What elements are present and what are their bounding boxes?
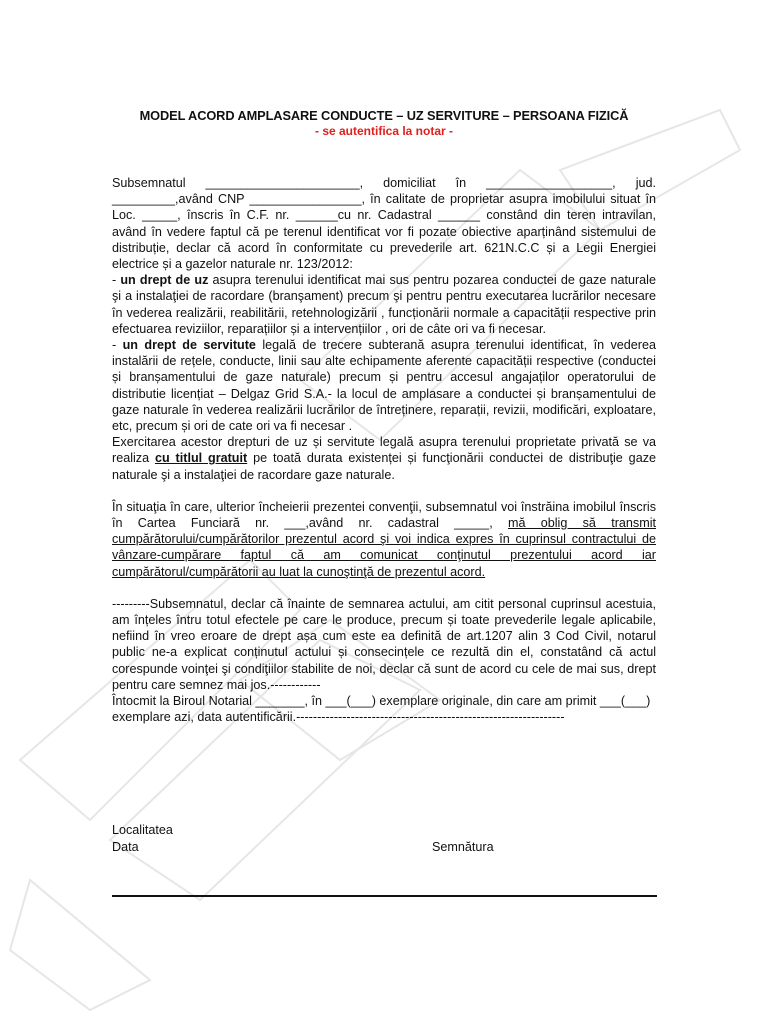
- paragraph-declaratie: ---------Subsemnatul, declar că înainte de semnarea actului, am citit personal cuprinsul acestuia, am înțeles întru totul efectele pe care le produce, precum și toate prevederile legale aplicabile, nefiind în vreo eroare de drept așa cum este ea definită de art.1207 alin 3 Cod Civil, notarul public ne-a explicat conținutul actului și consecințele ce rezultă din el, constatând că actul corespunde voinţei şi condiţiilor stabilite de noi, declar că sunt de acord cu cele de mai sus, drept pentru care semnez mai jos.------------: [112, 596, 656, 692]
- uz-bold: un drept de uz: [120, 273, 209, 288]
- serv-text: legală de trecere subterană asupra terenului identificat, în vederea instalării de rețele, conducte, linii sau alte echipamente aferente capacității respective (conductei și branșamentului de gaze naturale) precum și pentru accesul angajaților operatorului de distributie licențiat – Delgaz Grid S.A.- la locul de amplasare a conductei și branșamentului de gaze naturale în vederea realizării lucrărilor de întreținere, reparații, revizii, modificări, exploatare, etc, precum și ori de cate ori va fi necesar .: [112, 338, 656, 434]
- paragraph-exercitare: [112, 434, 656, 483]
- uz-text: asupra terenului identificat mai sus pentru pozarea conductei de gaze naturale şi a instalaţiei de racordare (branşament) precum şi pentru pentru executarea lucrărilor necesare în vederea realizării, reabilitării, retehnologizării , funcționării normale a capacității respective prin efectuarea reviziilor, reparațiilor și a intervențiilor , ori de câte ori va fi necesar.: [112, 273, 656, 336]
- semnatura-label: Semnătura: [432, 839, 494, 854]
- paragraph-situatie: [112, 499, 656, 580]
- ex-bold: cu titlul gratuit: [154, 451, 248, 466]
- paragraph-identity: Subsemnatul ______________________, domiciliat în __________________, jud. _________,având CNP ________________, în calitate de proprietar asupra imobilului situat în Loc. _____, înscris în C.F. nr. ______cu nr. Cadastral ______ constând din teren intravilan, având în vedere faptul că pe terenul identificat vor fi pozate obiective aparținând sistemului de distribuție, declar că acord în conformitate cu prevederile art. 621N.C.C și a Legii Energiei electrice și a gazelor naturale nr. 123/2012:: [112, 176, 656, 272]
- ex-text1: Exercitarea acestor drepturi de uz și servitute legală asupra terenului proprietate privată se va realiza: [112, 435, 656, 466]
- paragraph-notarial: Întocmit la Biroul Notarial _______, în ___(___) exemplare originale, din care am primit ___(___) exemplare azi, data autentificării.----------------------------------------------------------------: [112, 694, 651, 725]
- paragraph-drept-servitute: [112, 337, 656, 434]
- serv-bold: un drept de servitute: [122, 338, 256, 353]
- signature-line: [112, 895, 657, 897]
- serv-prefix: -: [112, 338, 123, 353]
- uz-prefix: -: [112, 273, 121, 288]
- document-subtitle: - se autentifica la notar -: [314, 124, 454, 138]
- sit-underlined: mă oblig să transmit cumpărătorului/cumpărătorilor prezentul acord şi voi indica expres în cuprinsul contractului de vânzare-cumpărare faptul că am comunicat conţinutul prezentului acord iar cumpărătorul/cumpărătorii au luat la cunoştinţă de prezentul acord.: [112, 516, 656, 579]
- sit-text1: În situaţia în care, ulterior încheierii prezentei convenţii, subsemnatul voi înstrăina imobilul înscris în Cartea Funciară nr. ___,având nr. cadastral _____,: [112, 499, 656, 531]
- document-title: MODEL ACORD AMPLASARE CONDUCTE – UZ SERVITURE – PERSOANA FIZICĂ: [139, 108, 629, 123]
- document-body: [112, 108, 656, 726]
- signature-block: [112, 822, 656, 855]
- paragraph-drept-uz: [112, 272, 656, 337]
- ex-text2: pe toată durata existenței și funcţionării conductei de distribuţie gaze naturale şi a instalaţiei de racordare gaze naturale.: [112, 451, 656, 482]
- data-label: Data: [112, 839, 139, 854]
- localitatea-label: Localitatea: [112, 823, 173, 837]
